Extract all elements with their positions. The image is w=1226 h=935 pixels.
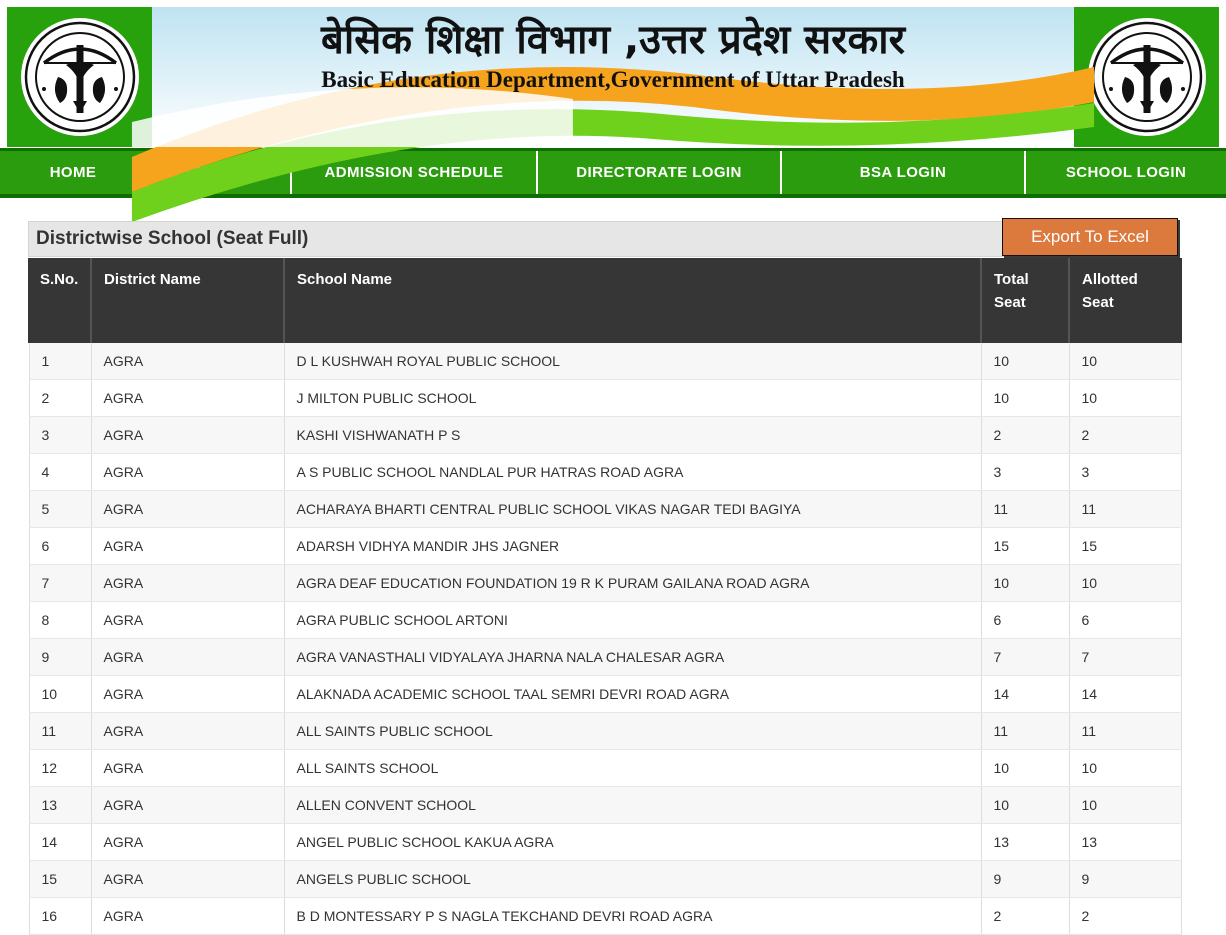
cell-school: KASHI VISHWANATH P S xyxy=(284,417,981,454)
cell-school: A S PUBLIC SCHOOL NANDLAL PUR HATRAS ROAD AGRA xyxy=(284,454,981,491)
table-row xyxy=(29,491,1181,528)
cell-total: 15 xyxy=(981,528,1069,565)
cell-district: AGRA xyxy=(91,343,284,380)
table-row xyxy=(29,417,1181,454)
nav-item-bsa-login[interactable]: BSA LOGIN xyxy=(782,151,1026,194)
cell-district: AGRA xyxy=(91,861,284,898)
cell-total: 10 xyxy=(981,787,1069,824)
cell-district: AGRA xyxy=(91,898,284,935)
cell-sno: 1 xyxy=(29,343,91,380)
cell-total: 2 xyxy=(981,898,1069,935)
cell-district: AGRA xyxy=(91,528,284,565)
cell-allotted: 3 xyxy=(1069,454,1181,491)
cell-allotted: 11 xyxy=(1069,713,1181,750)
cell-district: AGRA xyxy=(91,602,284,639)
table-row xyxy=(29,750,1181,787)
up-emblem-left xyxy=(21,18,139,136)
column-header-allotted-seat: Allotted Seat xyxy=(1069,258,1181,343)
up-government-emblem-icon xyxy=(1091,21,1203,133)
cell-total: 6 xyxy=(981,602,1069,639)
cell-sno: 4 xyxy=(29,454,91,491)
cell-total: 13 xyxy=(981,824,1069,861)
cell-allotted: 13 xyxy=(1069,824,1181,861)
cell-allotted: 2 xyxy=(1069,417,1181,454)
cell-allotted: 11 xyxy=(1069,491,1181,528)
cell-sno: 16 xyxy=(29,898,91,935)
cell-school: B D MONTESSARY P S NAGLA TEKCHAND DEVRI ROAD AGRA xyxy=(284,898,981,935)
cell-school: J MILTON PUBLIC SCHOOL xyxy=(284,380,981,417)
cell-allotted: 2 xyxy=(1069,898,1181,935)
table-header xyxy=(29,258,1181,343)
cell-allotted: 10 xyxy=(1069,787,1181,824)
page-title: Districtwise School (Seat Full) xyxy=(36,228,309,249)
nav-item-admission-schedule[interactable]: ADMISSION SCHEDULE xyxy=(292,151,538,194)
nav-item-home[interactable]: HOME xyxy=(0,151,148,194)
cell-total: 3 xyxy=(981,454,1069,491)
cell-school: ADARSH VIDHYA MANDIR JHS JAGNER xyxy=(284,528,981,565)
cell-school: ANGEL PUBLIC SCHOOL KAKUA AGRA xyxy=(284,824,981,861)
cell-sno: 14 xyxy=(29,824,91,861)
cell-total: 2 xyxy=(981,417,1069,454)
table-row xyxy=(29,787,1181,824)
cell-sno: 8 xyxy=(29,602,91,639)
cell-district: AGRA xyxy=(91,676,284,713)
cell-district: AGRA xyxy=(91,491,284,528)
table-row xyxy=(29,602,1181,639)
cell-school: D L KUSHWAH ROYAL PUBLIC SCHOOL xyxy=(284,343,981,380)
site-title-hindi: बेसिक शिक्षा विभाग ,उत्तर प्रदेश सरकार xyxy=(321,17,905,63)
cell-total: 9 xyxy=(981,861,1069,898)
cell-school: ALL SAINTS PUBLIC SCHOOL xyxy=(284,713,981,750)
cell-district: AGRA xyxy=(91,750,284,787)
cell-total: 10 xyxy=(981,750,1069,787)
site-title-english: Basic Education Department,Government of Uttar Pradesh xyxy=(321,67,905,92)
table-row xyxy=(29,898,1181,935)
table-row xyxy=(29,343,1181,380)
cell-district: AGRA xyxy=(91,454,284,491)
up-government-emblem-icon xyxy=(24,21,136,133)
cell-total: 10 xyxy=(981,343,1069,380)
up-emblem-right xyxy=(1088,18,1206,136)
banner-titles xyxy=(152,7,1074,147)
table-row xyxy=(29,454,1181,491)
table-row xyxy=(29,713,1181,750)
cell-sno: 7 xyxy=(29,565,91,602)
cell-sno: 11 xyxy=(29,713,91,750)
cell-sno: 15 xyxy=(29,861,91,898)
cell-total: 11 xyxy=(981,713,1069,750)
table-row xyxy=(29,380,1181,417)
cell-total: 7 xyxy=(981,639,1069,676)
cell-allotted: 6 xyxy=(1069,602,1181,639)
cell-total: 10 xyxy=(981,380,1069,417)
cell-total: 14 xyxy=(981,676,1069,713)
export-to-excel-button[interactable]: Export To Excel xyxy=(1002,218,1178,256)
cell-allotted: 10 xyxy=(1069,343,1181,380)
cell-allotted: 7 xyxy=(1069,639,1181,676)
cell-sno: 3 xyxy=(29,417,91,454)
cell-sno: 9 xyxy=(29,639,91,676)
cell-district: AGRA xyxy=(91,380,284,417)
cell-sno: 12 xyxy=(29,750,91,787)
cell-school: ACHARAYA BHARTI CENTRAL PUBLIC SCHOOL VIKAS NAGAR TEDI BAGIYA xyxy=(284,491,981,528)
nav-item-directorate-login[interactable]: DIRECTORATE LOGIN xyxy=(538,151,782,194)
cell-sno: 2 xyxy=(29,380,91,417)
cell-school: ANGELS PUBLIC SCHOOL xyxy=(284,861,981,898)
cell-allotted: 10 xyxy=(1069,565,1181,602)
cell-school: AGRA DEAF EDUCATION FOUNDATION 19 R K PURAM GAILANA ROAD AGRA xyxy=(284,565,981,602)
cell-school: ALL SAINTS SCHOOL xyxy=(284,750,981,787)
cell-allotted: 9 xyxy=(1069,861,1181,898)
cell-allotted: 10 xyxy=(1069,380,1181,417)
cell-district: AGRA xyxy=(91,417,284,454)
table-row xyxy=(29,528,1181,565)
column-header-total-seat: Total Seat xyxy=(981,258,1069,343)
column-header-sno: S.No. xyxy=(29,258,91,343)
cell-district: AGRA xyxy=(91,639,284,676)
cell-total: 11 xyxy=(981,491,1069,528)
table-row xyxy=(29,565,1181,602)
cell-sno: 5 xyxy=(29,491,91,528)
cell-school: AGRA PUBLIC SCHOOL ARTONI xyxy=(284,602,981,639)
cell-sno: 10 xyxy=(29,676,91,713)
cell-allotted: 14 xyxy=(1069,676,1181,713)
cell-school: AGRA VANASTHALI VIDYALAYA JHARNA NALA CHALESAR AGRA xyxy=(284,639,981,676)
cell-school: ALAKNADA ACADEMIC SCHOOL TAAL SEMRI DEVRI ROAD AGRA xyxy=(284,676,981,713)
column-header-district: District Name xyxy=(91,258,284,343)
cell-district: AGRA xyxy=(91,787,284,824)
cell-total: 10 xyxy=(981,565,1069,602)
cell-school: ALLEN CONVENT SCHOOL xyxy=(284,787,981,824)
content-area xyxy=(28,221,1180,935)
cell-sno: 6 xyxy=(29,528,91,565)
school-table-body xyxy=(29,343,1181,935)
cell-allotted: 15 xyxy=(1069,528,1181,565)
nav-item-school-login[interactable]: SCHOOL LOGIN xyxy=(1065,164,1187,181)
site-header xyxy=(7,7,1219,147)
table-row xyxy=(29,824,1181,861)
cell-sno: 13 xyxy=(29,787,91,824)
table-row xyxy=(29,676,1181,713)
left-logo-block xyxy=(7,7,152,147)
cell-district: AGRA xyxy=(91,824,284,861)
table-row xyxy=(29,861,1181,898)
column-header-school: School Name xyxy=(284,258,981,343)
header-banner xyxy=(152,7,1074,147)
cell-allotted: 10 xyxy=(1069,750,1181,787)
table-row xyxy=(29,639,1181,676)
districtwise-school-table xyxy=(28,258,1182,935)
right-logo-block xyxy=(1074,7,1219,147)
cell-district: AGRA xyxy=(91,565,284,602)
cell-district: AGRA xyxy=(91,713,284,750)
